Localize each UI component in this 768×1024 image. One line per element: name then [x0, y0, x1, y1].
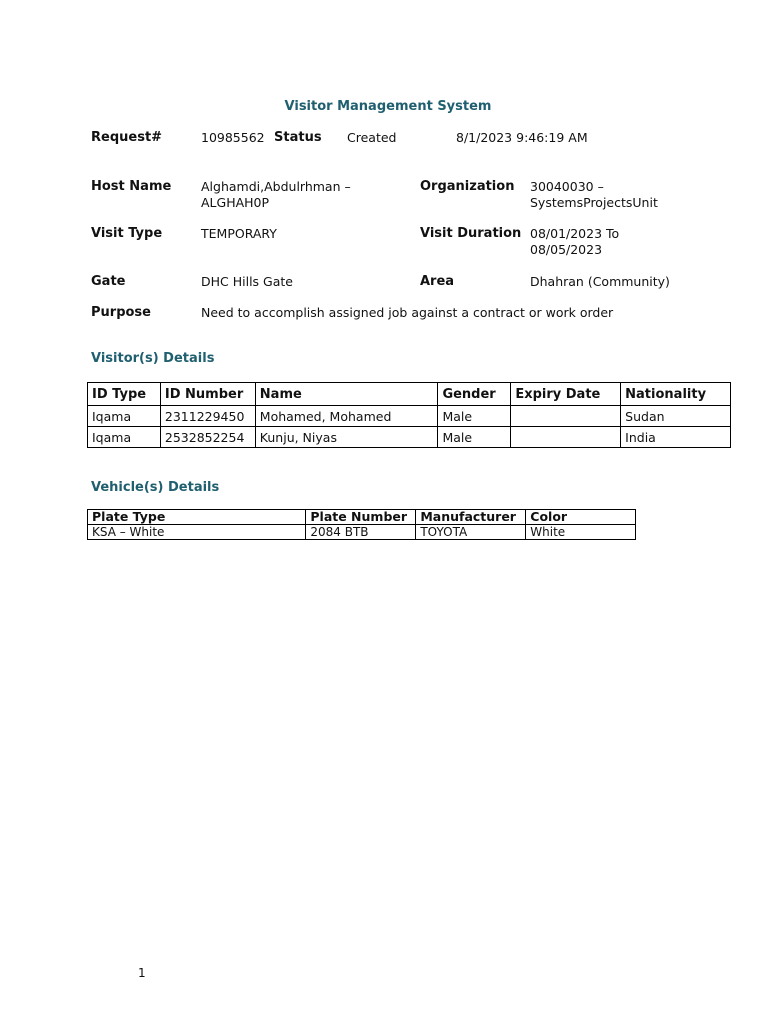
visit-type-label: Visit Type — [91, 226, 163, 241]
visitor-id-number: 2311229450 — [160, 406, 255, 427]
visitor-gender: Male — [438, 427, 511, 448]
gate-value: DHC Hills Gate — [201, 274, 293, 289]
visitors-header-id-type: ID Type — [88, 383, 161, 406]
visitors-header-gender: Gender — [438, 383, 511, 406]
request-label: Request# — [91, 130, 163, 145]
page-number: 1 — [138, 966, 146, 980]
request-datetime: 8/1/2023 9:46:19 AM — [456, 130, 588, 145]
vehicle-color: White — [526, 525, 636, 540]
visitor-id-type: Iqama — [88, 406, 161, 427]
table-row — [88, 525, 636, 540]
visitors-header-nationality: Nationality — [621, 383, 731, 406]
request-number: 10985562 — [201, 130, 265, 145]
visitors-header-expiry-date: Expiry Date — [511, 383, 621, 406]
organization-label: Organization — [420, 179, 515, 194]
visitor-nationality: India — [621, 427, 731, 448]
vehicles-table — [87, 509, 636, 540]
status-value: Created — [347, 130, 397, 145]
vehicles-header-plate-number: Plate Number — [306, 510, 416, 525]
vehicles-section-title: Vehicle(s) Details — [91, 480, 220, 495]
host-name-label: Host Name — [91, 179, 172, 194]
visitor-name: Kunju, Niyas — [255, 427, 438, 448]
table-row — [88, 406, 731, 427]
vehicles-header-plate-type: Plate Type — [88, 510, 306, 525]
purpose-label: Purpose — [91, 305, 151, 320]
vehicle-manufacturer: TOYOTA — [416, 525, 526, 540]
visitor-nationality: Sudan — [621, 406, 731, 427]
vehicles-header-manufacturer: Manufacturer — [416, 510, 526, 525]
visitor-expiry-date — [511, 427, 621, 448]
visitors-header-name: Name — [255, 383, 438, 406]
visit-duration-line1: 08/01/2023 To — [530, 226, 620, 241]
vehicles-header-row — [88, 510, 636, 525]
visit-duration-label: Visit Duration — [420, 226, 522, 241]
table-row — [88, 427, 731, 448]
page-title: Visitor Management System — [284, 99, 492, 114]
area-label: Area — [420, 274, 455, 289]
organization-line1: 30040030 – — [530, 179, 604, 194]
status-label: Status — [274, 130, 322, 145]
gate-label: Gate — [91, 274, 126, 289]
visitors-header-row — [88, 383, 731, 406]
visit-duration-line2: 08/05/2023 — [530, 242, 603, 257]
visitor-gender: Male — [438, 406, 511, 427]
purpose-value: Need to accomplish assigned job against a contract or work order — [201, 305, 614, 320]
visitor-name: Mohamed, Mohamed — [255, 406, 438, 427]
visitors-table — [87, 382, 731, 448]
vehicle-plate-number: 2084 BTB — [306, 525, 416, 540]
visitors-section-title: Visitor(s) Details — [91, 351, 215, 366]
host-name-line2: ALGHAH0P — [201, 195, 270, 210]
area-value: Dhahran (Community) — [530, 274, 670, 289]
visitors-header-id-number: ID Number — [160, 383, 255, 406]
vehicles-header-color: Color — [526, 510, 636, 525]
visitor-id-type: Iqama — [88, 427, 161, 448]
visitor-expiry-date — [511, 406, 621, 427]
visit-type-value: TEMPORARY — [201, 226, 277, 241]
organization-line2: SystemsProjectsUnit — [530, 195, 658, 210]
host-name-line1: Alghamdi,Abdulrhman – — [201, 179, 351, 194]
vehicle-plate-type: KSA – White — [88, 525, 306, 540]
visitor-id-number: 2532852254 — [160, 427, 255, 448]
